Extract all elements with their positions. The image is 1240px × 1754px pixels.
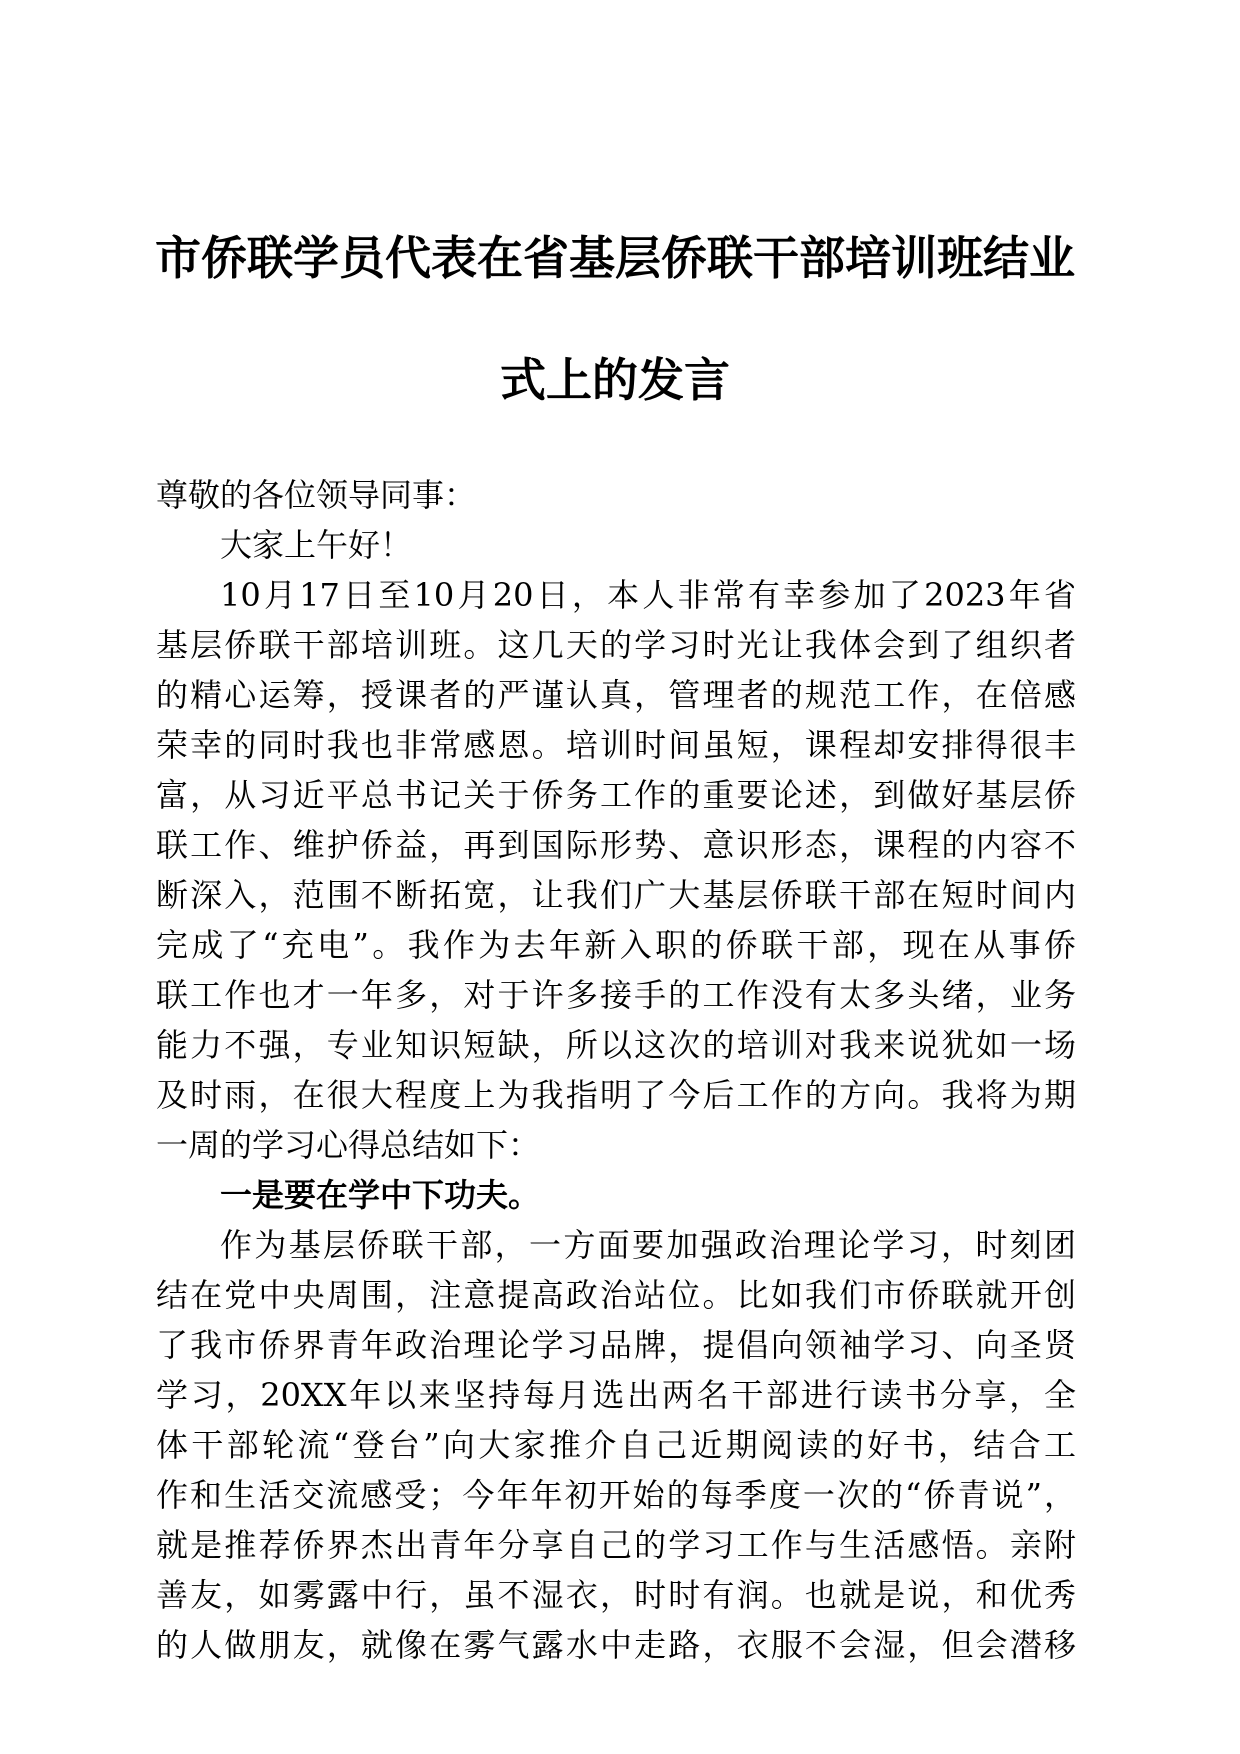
text-line: 一周的学习心得总结如下： — [156, 1126, 541, 1164]
text-line: 了我市侨界青年政治理论学习品牌，提倡向领袖学习、向圣贤 — [156, 1326, 1076, 1364]
text-line: 及时雨，在很大程度上为我指明了今后工作的方向。我将为期 — [156, 1076, 1076, 1114]
text-line: 善友，如雾露中行，虽不湿衣，时时有润。也就是说，和优秀 — [156, 1576, 1076, 1614]
text-line: 联工作、维护侨益，再到国际形势、意识形态，课程的内容不 — [156, 826, 1076, 864]
text-line: 富，从习近平总书记关于侨务工作的重要论述，到做好基层侨 — [156, 776, 1076, 814]
text-line: 的人做朋友，就像在雾气露水中走路，衣服不会湿，但会潜移 — [156, 1626, 1076, 1664]
text-line: 荣幸的同时我也非常感恩。培训时间虽短，课程却安排得很丰 — [156, 726, 1076, 764]
greeting: 大家上午好！ — [220, 526, 413, 564]
document-title-line-1: 市侨联学员代表在省基层侨联干部培训班结业 — [155, 231, 1075, 285]
text-line: 10月17日至10月20日，本人非常有幸参加了2023年省 — [220, 576, 1076, 614]
section-heading-1: 一是要在学中下功夫。 — [220, 1176, 541, 1214]
text-line: 能力不强，专业知识短缺，所以这次的培训对我来说犹如一场 — [156, 1026, 1076, 1064]
text-line: 就是推荐侨界杰出青年分享自己的学习工作与生活感悟。亲附 — [156, 1526, 1076, 1564]
document-title-line-2: 式上的发言 — [500, 353, 730, 407]
paragraph-1 — [156, 570, 1076, 1170]
paragraph-2 — [156, 1220, 1076, 1670]
text-line: 学习，20XX年以来坚持每月选出两名干部进行读书分享，全 — [156, 1376, 1076, 1414]
text-line: 基层侨联干部培训班。这几天的学习时光让我体会到了组织者 — [156, 626, 1076, 664]
text-line: 断深入，范围不断拓宽，让我们广大基层侨联干部在短时间内 — [156, 876, 1076, 914]
text-line: 作和生活交流感受；今年年初开始的每季度一次的“侨青说”， — [156, 1476, 1076, 1514]
text-line: 作为基层侨联干部，一方面要加强政治理论学习，时刻团 — [220, 1226, 1076, 1264]
text-line: 联工作也才一年多，对于许多接手的工作没有太多头绪，业务 — [156, 976, 1076, 1014]
text-line: 结在党中央周围，注意提高政治站位。比如我们市侨联就开创 — [156, 1276, 1076, 1314]
text-line: 体干部轮流“登台”向大家推介自己近期阅读的好书，结合工 — [156, 1426, 1076, 1464]
salutation: 尊敬的各位领导同事： — [156, 476, 477, 514]
document-body — [156, 470, 1076, 1670]
text-line: 的精心运筹，授课者的严谨认真，管理者的规范工作，在倍感 — [156, 676, 1076, 714]
text-line: 完成了“充电”。我作为去年新入职的侨联干部，现在从事侨 — [156, 926, 1076, 964]
